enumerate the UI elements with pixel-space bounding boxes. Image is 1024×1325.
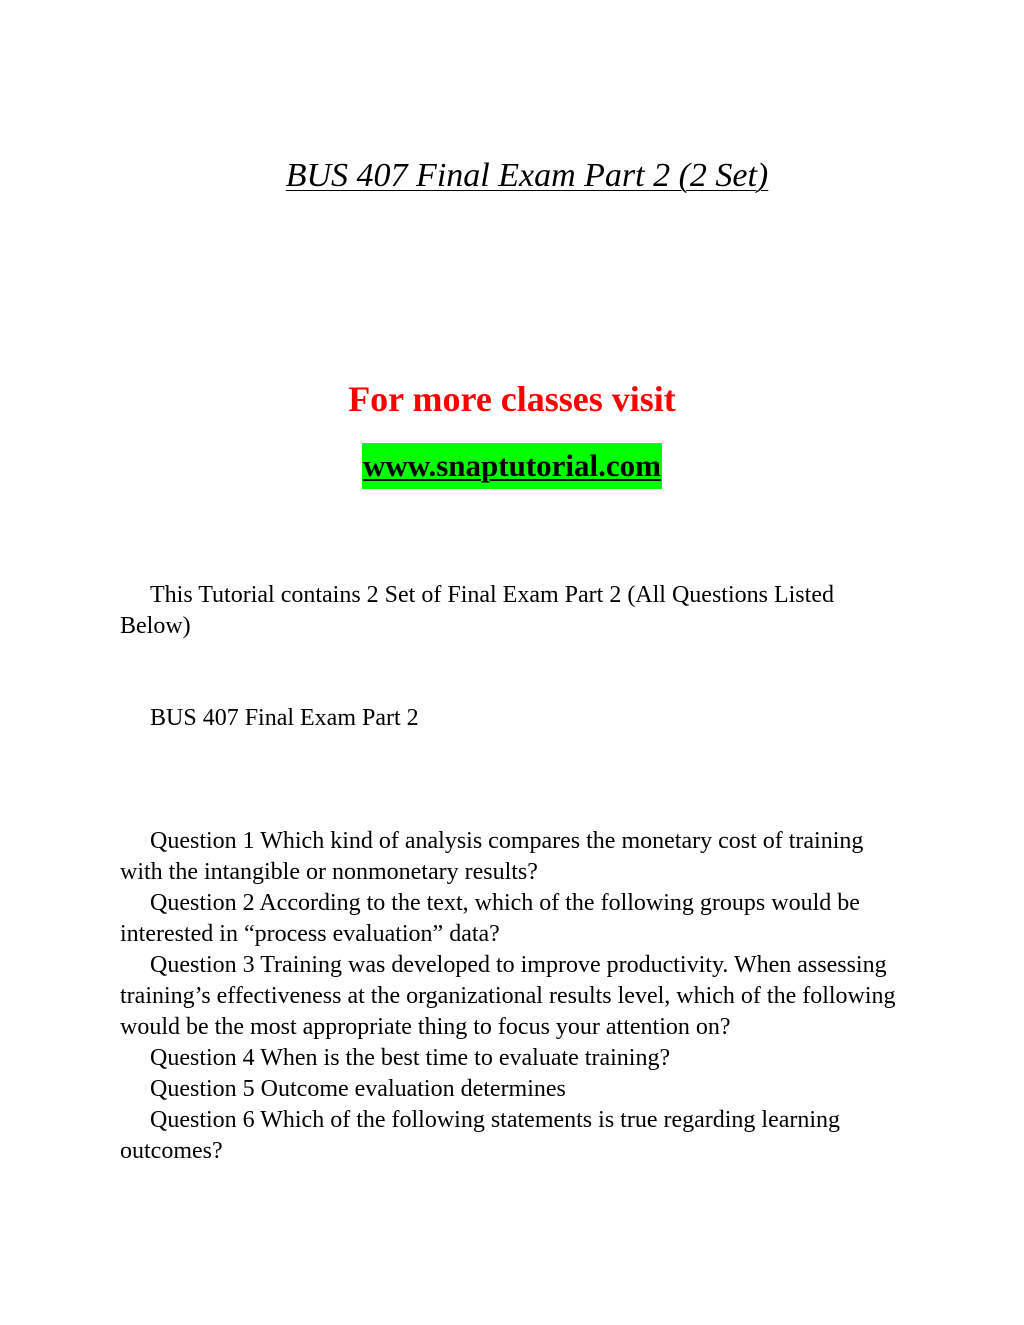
snaptutorial-link[interactable]: www.snaptutorial.com — [362, 443, 662, 489]
promo-link-container — [0, 443, 1024, 489]
question-item: Question 1 Which kind of analysis compares the monetary cost of training with the intangible or nonmonetary results? — [120, 828, 864, 885]
question-item: Question 6 Which of the following statements is true regarding learning outcomes? — [120, 1107, 841, 1164]
question-item: Question 3 Training was developed to improve productivity. When assessing training’s effectiveness at the organizational results level, which of the following would be the most appropriate thing to focus your attention on? — [120, 952, 896, 1040]
section-heading-block — [120, 703, 900, 734]
promo-text: For more classes visit — [348, 379, 676, 419]
intro-paragraph: This Tutorial contains 2 Set of Final Exam Part 2 (All Questions Listed Below) — [120, 582, 834, 639]
section-heading: BUS 407 Final Exam Part 2 — [150, 705, 419, 731]
question-list — [120, 826, 900, 1167]
document-title: BUS 407 Final Exam Part 2 (2 Set) — [285, 157, 769, 194]
question-item: Question 2 According to the text, which of the following groups would be interested in “process evaluation” data? — [120, 890, 860, 947]
question-item: Question 4 When is the best time to evaluate training? — [150, 1045, 671, 1071]
intro-paragraph-block — [120, 580, 900, 642]
question-item: Question 5 Outcome evaluation determines — [150, 1076, 566, 1102]
